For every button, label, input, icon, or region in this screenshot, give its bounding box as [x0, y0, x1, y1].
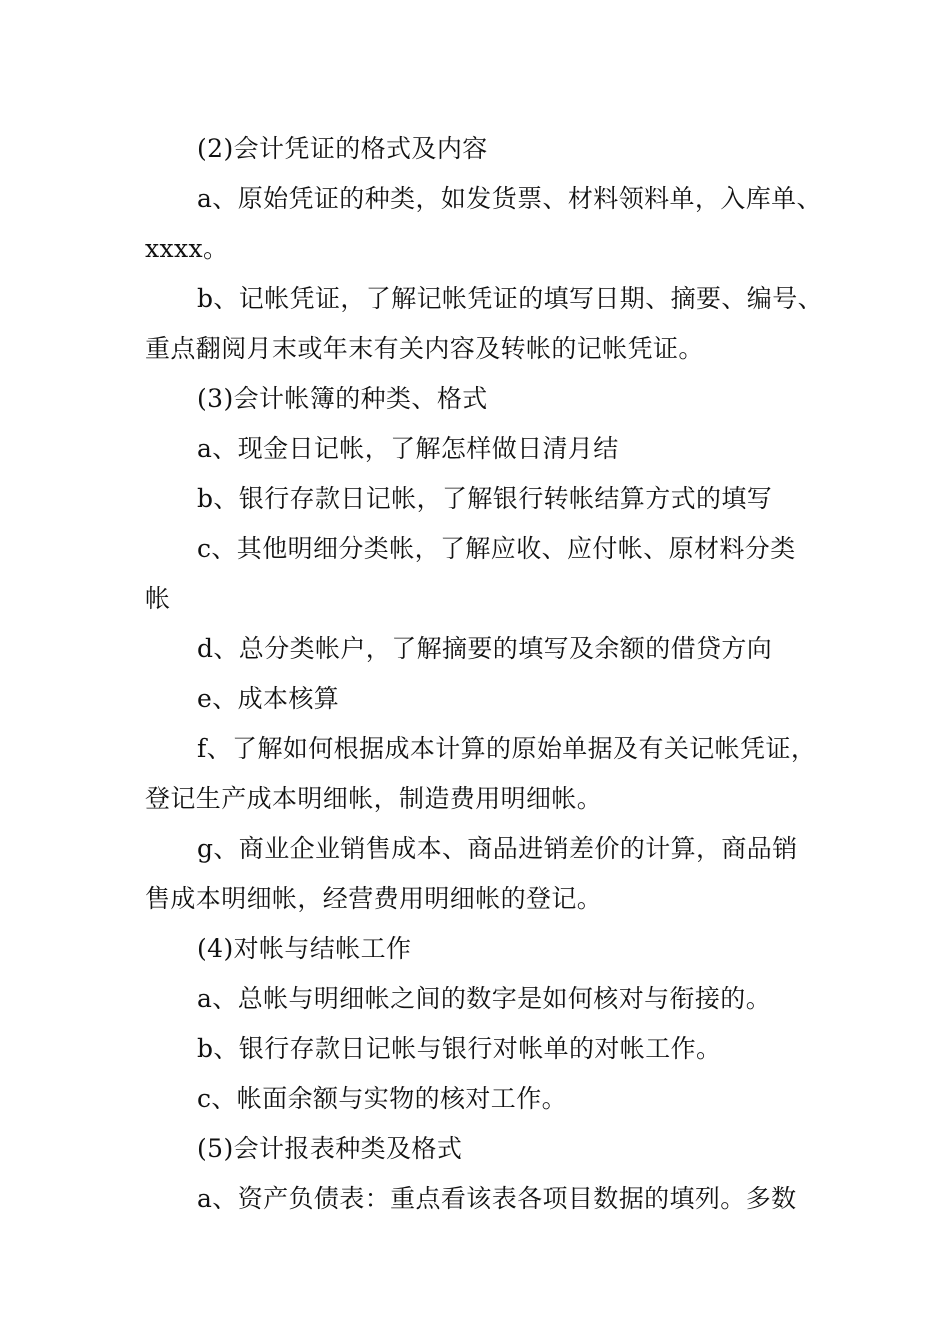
paragraph-line: f、了解如何根据成本计算的原始单据及有关记帐凭证，: [197, 734, 817, 763]
paragraph-line: b、银行存款日记帐，了解银行转帐结算方式的填写: [197, 484, 773, 513]
paragraph-line: b、银行存款日记帐与银行对帐单的对帐工作。: [197, 1034, 722, 1063]
paragraph-line: c、帐面余额与实物的核对工作。: [197, 1084, 568, 1113]
section-heading-reports: (5)会计报表种类及格式: [197, 1134, 463, 1163]
paragraph-line: 登记生产成本明细帐，制造费用明细帐。: [145, 784, 603, 813]
paragraph-line: d、总分类帐户，了解摘要的填写及余额的借贷方向: [197, 634, 773, 663]
section-heading-reconciliation: (4)对帐与结帐工作: [197, 934, 412, 963]
paragraph-line: a、资产负债表：重点看该表各项目数据的填列。多数: [197, 1184, 797, 1213]
paragraph-line: 帐: [145, 584, 171, 613]
paragraph-line: a、总帐与明细帐之间的数字是如何核对与衔接的。: [197, 984, 772, 1013]
section-heading-voucher-format: (2)会计凭证的格式及内容: [197, 134, 488, 163]
paragraph-line: g、商业企业销售成本、商品进销差价的计算，商品销: [197, 834, 798, 863]
paragraph-line: b、记帐凭证，了解记帐凭证的填写日期、摘要、编号、: [197, 284, 824, 313]
paragraph-line: xxxx。: [145, 234, 229, 263]
paragraph-line: 售成本明细帐，经营费用明细帐的登记。: [145, 884, 603, 913]
document-body: [145, 124, 825, 1224]
paragraph-line: a、现金日记帐，了解怎样做日清月结: [197, 434, 619, 463]
paragraph-line: 重点翻阅月末或年末有关内容及转帐的记帐凭证。: [145, 334, 704, 363]
section-heading-ledger-types: (3)会计帐簿的种类、格式: [197, 384, 488, 413]
paragraph-line: e、成本核算: [197, 684, 340, 713]
paragraph-line: c、其他明细分类帐，了解应收、应付帐、原材料分类: [197, 534, 796, 563]
paragraph-line: a、原始凭证的种类，如发货票、材料领料单，入库单、: [197, 184, 822, 213]
